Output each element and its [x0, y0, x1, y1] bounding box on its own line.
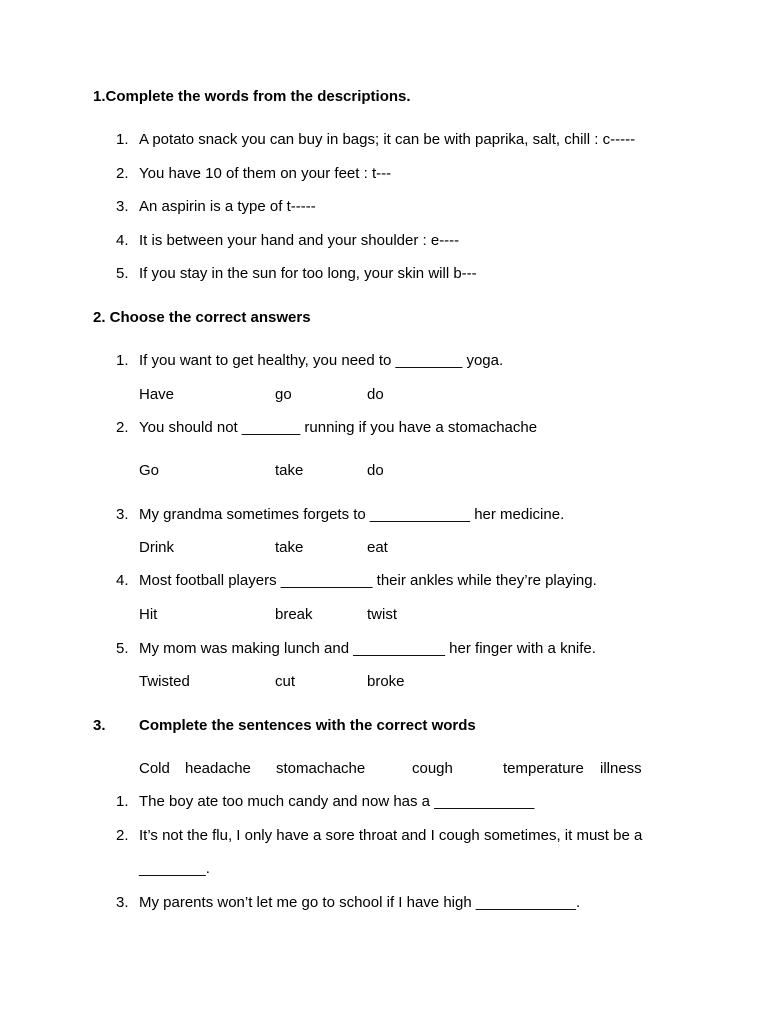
s1-item-4-number: 4. [116, 232, 129, 249]
word-bank-headache: headache [185, 760, 251, 777]
s1-item-3-number: 3. [116, 198, 129, 215]
section3-number: 3. [93, 717, 106, 734]
s2-q1-option-2: go [275, 386, 292, 403]
section3-heading: Complete the sentences with the correct words [139, 717, 476, 734]
s2-q5-option-3: broke [367, 673, 405, 690]
s1-item-1-number: 1. [116, 131, 129, 148]
s2-question-5-text: My mom was making lunch and ___________ her finger with a knife. [139, 640, 596, 657]
s2-question-1-text: If you want to get healthy, you need to ________ yoga. [139, 352, 504, 369]
s3-item-2-text: It’s not the flu, I only have a sore throat and I cough sometimes, it must be a [139, 827, 643, 844]
s1-item-2-text: You have 10 of them on your feet : t--- [139, 165, 392, 182]
s3-item-2-number: 2. [116, 827, 129, 844]
s1-item-1-text: A potato snack you can buy in bags; it can be with paprika, salt, chill : c----- [139, 131, 636, 148]
s2-q3-option-2: take [275, 539, 304, 556]
s2-question-2-number: 2. [116, 419, 129, 436]
s2-q4-option-1: Hit [139, 606, 158, 623]
word-bank-temperature: temperature [503, 760, 584, 777]
word-bank-cold: Cold [139, 760, 170, 777]
s2-q2-option-1: Go [139, 462, 160, 479]
s2-q4-option-2: break [275, 606, 313, 623]
s1-item-2-number: 2. [116, 165, 129, 182]
section1-heading: 1.Complete the words from the descriptions. [93, 88, 411, 105]
s1-item-4-text: It is between your hand and your shoulder : e---- [139, 232, 460, 249]
s2-question-5-number: 5. [116, 640, 129, 657]
s2-q3-option-3: eat [367, 539, 388, 556]
s2-question-4-number: 4. [116, 572, 129, 589]
s2-q1-option-3: do [367, 386, 384, 403]
s2-question-2-text: You should not _______ running if you have a stomachache [139, 419, 538, 436]
s2-question-3-number: 3. [116, 506, 129, 523]
s2-question-4-text: Most football players ___________ their ankles while they’re playing. [139, 572, 597, 589]
s3-item-1-text: The boy ate too much candy and now has a ____________ [139, 793, 535, 810]
s1-item-5-text: If you stay in the sun for too long, your skin will b--- [139, 265, 477, 282]
s3-item-2-continuation: ________. [139, 860, 210, 877]
s2-q4-option-3: twist [367, 606, 397, 623]
s2-q3-option-1: Drink [139, 539, 175, 556]
section2-heading: 2. Choose the correct answers [93, 309, 311, 326]
s1-item-3-text: An aspirin is a type of t----- [139, 198, 316, 215]
word-bank-illness: illness [600, 760, 642, 777]
s2-question-1-number: 1. [116, 352, 129, 369]
s1-item-5-number: 5. [116, 265, 129, 282]
s2-q5-option-2: cut [275, 673, 296, 690]
s2-q1-option-1: Have [139, 386, 175, 403]
s3-item-3-number: 3. [116, 894, 129, 911]
word-bank-stomachache: stomachache [276, 760, 366, 777]
s3-item-1-number: 1. [116, 793, 129, 810]
s2-q5-option-1: Twisted [139, 673, 190, 690]
s3-item-3-text: My parents won’t let me go to school if I have high ____________. [139, 894, 581, 911]
s2-q2-option-2: take [275, 462, 304, 479]
word-bank-cough: cough [412, 760, 453, 777]
s2-question-3-text: My grandma sometimes forgets to ____________ her medicine. [139, 506, 565, 523]
s2-q2-option-3: do [367, 462, 384, 479]
